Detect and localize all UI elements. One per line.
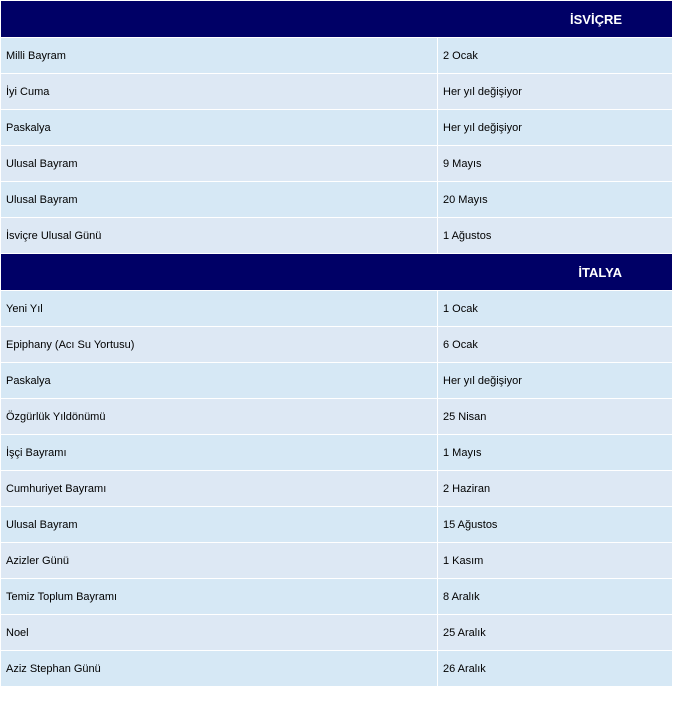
- holiday-date: Her yıl değişiyor: [438, 74, 673, 110]
- table-row: [1, 651, 673, 687]
- table-row: [1, 327, 673, 363]
- holiday-name: Ulusal Bayram: [1, 507, 438, 543]
- holiday-name: Ulusal Bayram: [1, 146, 438, 182]
- table-row: [1, 363, 673, 399]
- holiday-name: Cumhuriyet Bayramı: [1, 471, 438, 507]
- table-row: [1, 218, 673, 254]
- holiday-name: Noel: [1, 615, 438, 651]
- table-row: [1, 182, 673, 218]
- holiday-date: Her yıl değişiyor: [438, 110, 673, 146]
- country-name: İSVİÇRE: [1, 1, 673, 38]
- holiday-name: Yeni Yıl: [1, 291, 438, 327]
- holiday-name: Aziz Stephan Günü: [1, 651, 438, 687]
- table-row: [1, 291, 673, 327]
- table-row: [1, 543, 673, 579]
- holiday-name: Paskalya: [1, 110, 438, 146]
- table-row: [1, 579, 673, 615]
- holiday-name: İyi Cuma: [1, 74, 438, 110]
- holiday-name: Paskalya: [1, 363, 438, 399]
- holiday-name: İşçi Bayramı: [1, 435, 438, 471]
- table-row: [1, 435, 673, 471]
- holiday-name: İsviçre Ulusal Günü: [1, 218, 438, 254]
- holiday-date: 1 Ocak: [438, 291, 673, 327]
- holiday-date: 2 Ocak: [438, 38, 673, 74]
- table-row: [1, 110, 673, 146]
- country-name: İTALYA: [1, 254, 673, 291]
- table-row: [1, 399, 673, 435]
- holiday-date: 1 Ağustos: [438, 218, 673, 254]
- holiday-date: 1 Kasım: [438, 543, 673, 579]
- country-header-row: [1, 254, 673, 291]
- holiday-date: 26 Aralık: [438, 651, 673, 687]
- table-row: [1, 146, 673, 182]
- holiday-date: 20 Mayıs: [438, 182, 673, 218]
- holiday-date: 8 Aralık: [438, 579, 673, 615]
- table-row: [1, 38, 673, 74]
- holiday-date: 6 Ocak: [438, 327, 673, 363]
- holiday-name: Temiz Toplum Bayramı: [1, 579, 438, 615]
- table-row: [1, 74, 673, 110]
- holiday-name: Epiphany (Acı Su Yortusu): [1, 327, 438, 363]
- holiday-date: 15 Ağustos: [438, 507, 673, 543]
- holiday-date: 1 Mayıs: [438, 435, 673, 471]
- country-header-row: [1, 1, 673, 38]
- holiday-date: Her yıl değişiyor: [438, 363, 673, 399]
- table-row: [1, 507, 673, 543]
- holiday-name: Azizler Günü: [1, 543, 438, 579]
- holiday-name: Özgürlük Yıldönümü: [1, 399, 438, 435]
- holiday-date: 2 Haziran: [438, 471, 673, 507]
- holiday-name: Ulusal Bayram: [1, 182, 438, 218]
- holiday-date: 25 Aralık: [438, 615, 673, 651]
- table-row: [1, 615, 673, 651]
- table-row: [1, 471, 673, 507]
- holiday-date: 9 Mayıs: [438, 146, 673, 182]
- holiday-date: 25 Nisan: [438, 399, 673, 435]
- holiday-name: Milli Bayram: [1, 38, 438, 74]
